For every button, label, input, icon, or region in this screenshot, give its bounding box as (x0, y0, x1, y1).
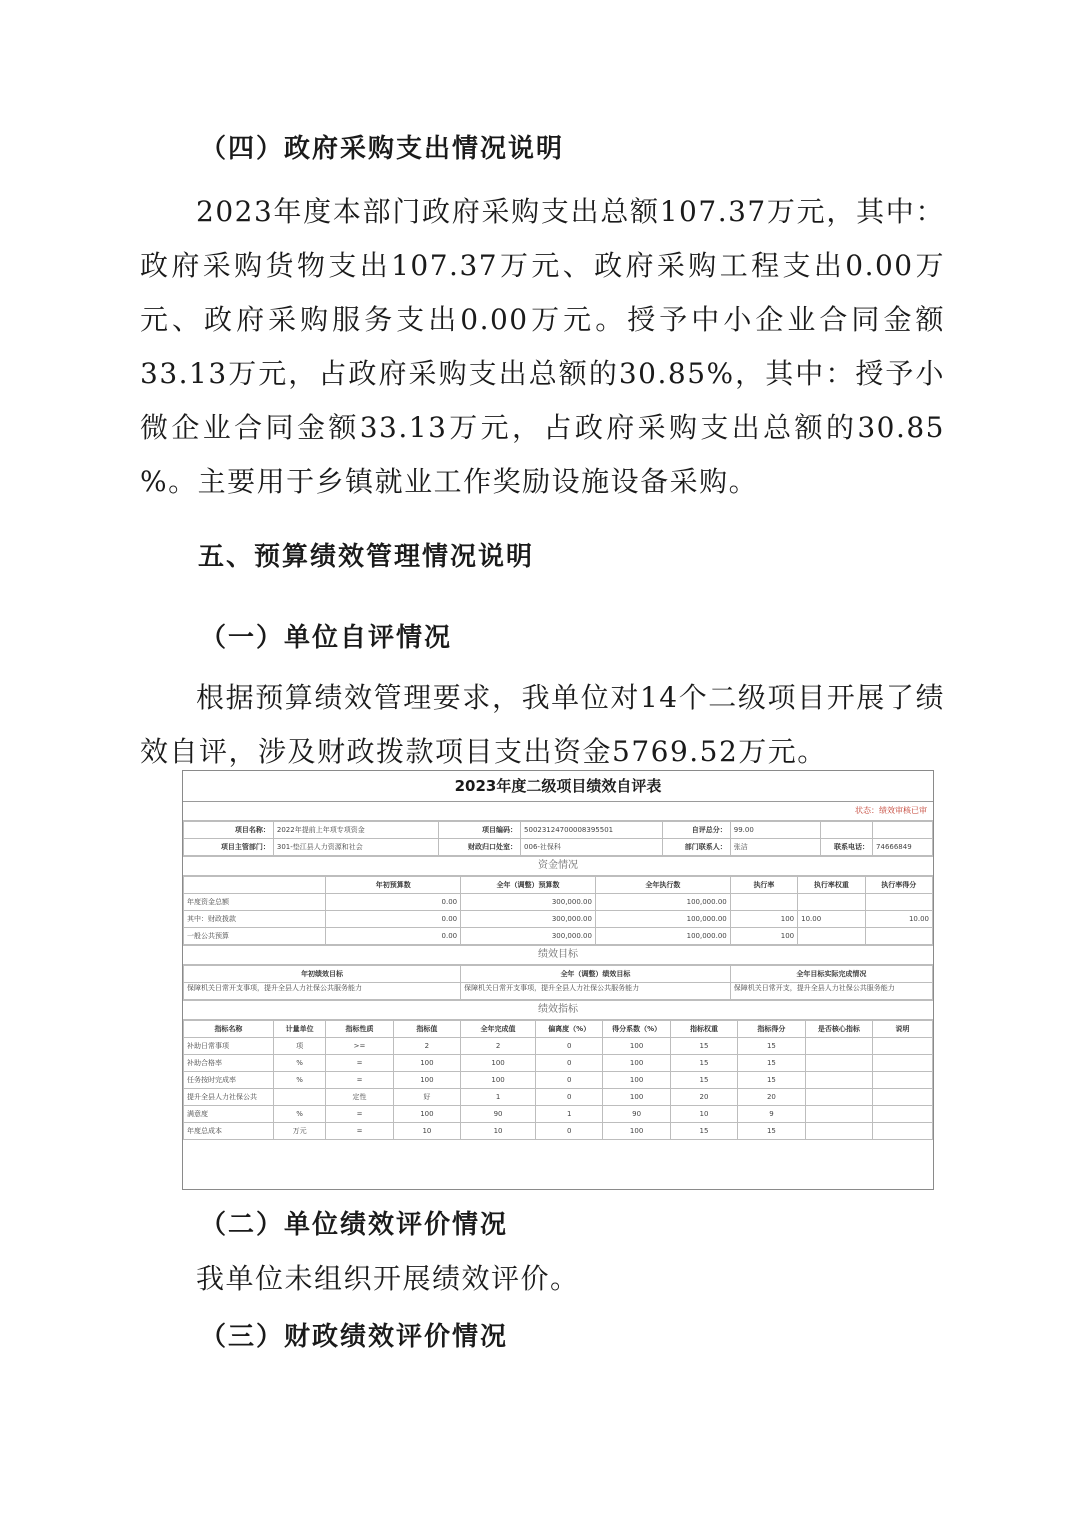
funds-cell (865, 894, 932, 911)
info-cell: 联系电话： (820, 839, 872, 856)
unit-eval-paragraph: 我单位未组织开展绩效评价。 (196, 1262, 580, 1295)
indicator-cell: % (273, 1072, 325, 1089)
info-cell: 项目名称： (184, 822, 274, 839)
indicator-cell: 2 (393, 1038, 460, 1055)
indicator-cell: >= (326, 1038, 393, 1055)
table-title: 2023年度二级项目绩效自评表 (183, 771, 933, 802)
indicator-cell: 10 (670, 1106, 737, 1123)
table-row (184, 1089, 933, 1106)
indicator-cell: 90 (461, 1106, 536, 1123)
table-row (184, 1123, 933, 1140)
indicator-cell: 15 (738, 1038, 805, 1055)
table-row (184, 1072, 933, 1089)
info-cell: 006-社保科 (521, 839, 663, 856)
self-eval-paragraph: 根据预算绩效管理要求，我单位对14个二级项目开展了绩效自评，涉及财政拨款项目支出资金5769.52万元。 (140, 681, 945, 768)
info-cell: 项目主管部门： (184, 839, 274, 856)
indicator-cell: 15 (738, 1055, 805, 1072)
funds-cell (865, 928, 932, 945)
goals-body-row (184, 983, 933, 1000)
indicators-header-cell: 指标值 (393, 1021, 460, 1038)
table-row (184, 928, 933, 945)
funds-cell: 300,000.00 (461, 928, 596, 945)
indicators-header-cell: 指标名称 (184, 1021, 274, 1038)
indicators-table (183, 1020, 933, 1140)
indicators-header-cell: 说明 (873, 1021, 933, 1038)
gov-procurement-heading: （四）政府采购支出情况说明 (200, 134, 565, 164)
indicator-cell: 补助合格率 (184, 1055, 274, 1072)
funds-cell: 100,000.00 (595, 911, 730, 928)
table-row (184, 1038, 933, 1055)
indicator-cell: 100 (603, 1038, 670, 1055)
funds-cell: 100 (730, 928, 797, 945)
indicator-cell: 100 (603, 1123, 670, 1140)
info-cell: 99.00 (730, 822, 820, 839)
funds-cell: 0.00 (326, 928, 461, 945)
indicators-header-cell: 计量单位 (273, 1021, 325, 1038)
indicator-cell: = (326, 1055, 393, 1072)
funds-section-label: 资金情况 (183, 856, 933, 876)
indicator-cell: 15 (670, 1055, 737, 1072)
funds-header-cell: 年初预算数 (326, 877, 461, 894)
indicator-cell: 0 (536, 1089, 603, 1106)
indicator-cell: 15 (670, 1038, 737, 1055)
indicator-cell: 任务按时完成率 (184, 1072, 274, 1089)
info-cell: 50023124700008395501 (521, 822, 663, 839)
indicator-cell (873, 1106, 933, 1123)
indicators-header-row (184, 1021, 933, 1038)
project-info-table (183, 821, 933, 856)
indicator-cell: 年度总成本 (184, 1123, 274, 1140)
unit-eval-heading: （二）单位绩效评价情况 (200, 1210, 509, 1240)
indicators-header-cell: 是否核心指标 (805, 1021, 872, 1038)
indicator-cell: 2 (461, 1038, 536, 1055)
indicator-cell: 10 (461, 1123, 536, 1140)
indicator-cell (873, 1038, 933, 1055)
indicator-cell: 定性 (326, 1089, 393, 1106)
info-cell: 张洁 (730, 839, 820, 856)
indicator-cell: = (326, 1106, 393, 1123)
indicator-cell: 100 (393, 1072, 460, 1089)
funds-header-cell: 全年执行数 (595, 877, 730, 894)
indicator-cell: % (273, 1106, 325, 1123)
funds-table (183, 876, 933, 945)
indicator-cell: 提升全县人力社保公共 (184, 1089, 274, 1106)
goals-header-row (184, 966, 933, 983)
table-row (184, 1055, 933, 1072)
indicator-cell (805, 1038, 872, 1055)
indicators-header-cell: 指标得分 (738, 1021, 805, 1038)
indicator-cell: 1 (461, 1089, 536, 1106)
funds-cell: 年度资金总额 (184, 894, 326, 911)
indicator-cell: 项 (273, 1038, 325, 1055)
indicator-cell (873, 1123, 933, 1140)
indicator-cell: 0 (536, 1055, 603, 1072)
indicators-header-cell: 全年完成值 (461, 1021, 536, 1038)
indicators-section-label: 绩效指标 (183, 1000, 933, 1020)
funds-cell: 10.00 (798, 911, 865, 928)
funds-cell: 300,000.00 (461, 911, 596, 928)
indicator-cell: 100 (603, 1089, 670, 1106)
indicator-cell: 100 (461, 1072, 536, 1089)
funds-header-row (184, 877, 933, 894)
goals-table (183, 965, 933, 1000)
indicators-header-cell: 得分系数（%） (603, 1021, 670, 1038)
indicator-cell (805, 1106, 872, 1123)
indicator-cell: 好 (393, 1089, 460, 1106)
funds-header-cell: 执行率 (730, 877, 797, 894)
indicator-cell: = (326, 1072, 393, 1089)
indicator-cell: 万元 (273, 1123, 325, 1140)
indicator-cell: 100 (603, 1072, 670, 1089)
info-cell (820, 822, 872, 839)
indicator-cell: 100 (393, 1055, 460, 1072)
goals-cell: 保障机关日常开支，提升全县人力社保公共服务能力 (730, 983, 932, 1000)
indicator-cell: 100 (603, 1055, 670, 1072)
indicator-cell: % (273, 1055, 325, 1072)
goals-section-label: 绩效目标 (183, 945, 933, 965)
indicator-cell (273, 1089, 325, 1106)
indicator-cell: 15 (670, 1123, 737, 1140)
indicator-cell: 15 (670, 1072, 737, 1089)
info-row (184, 822, 933, 839)
indicators-header-cell: 偏离度（%） (536, 1021, 603, 1038)
funds-cell (798, 894, 865, 911)
funds-cell (798, 928, 865, 945)
status-row (183, 802, 933, 821)
goals-header-cell: 全年目标实际完成情况 (730, 966, 932, 983)
indicator-cell: 90 (603, 1106, 670, 1123)
funds-cell (730, 894, 797, 911)
indicator-cell (805, 1123, 872, 1140)
indicator-cell: 100 (393, 1106, 460, 1123)
table-row (184, 894, 933, 911)
funds-cell: 其中：财政拨款 (184, 911, 326, 928)
indicator-cell: 20 (670, 1089, 737, 1106)
goals-cell: 保障机关日常开支事项，提升全县人力社保公共服务能力 (184, 983, 461, 1000)
performance-self-eval-table-image (182, 770, 934, 1190)
info-cell (873, 822, 933, 839)
info-cell: 74666849 (873, 839, 933, 856)
funds-cell: 100,000.00 (595, 928, 730, 945)
info-cell: 项目编码： (438, 822, 520, 839)
info-cell: 自评总分： (663, 822, 730, 839)
indicator-cell: 15 (738, 1123, 805, 1140)
funds-header-cell: 全年（调整）预算数 (461, 877, 596, 894)
indicator-cell: 0 (536, 1072, 603, 1089)
funds-header-cell (184, 877, 326, 894)
info-cell: 301-垫江县人力资源和社会 (273, 839, 438, 856)
indicator-cell: 满意度 (184, 1106, 274, 1123)
indicator-cell (873, 1072, 933, 1089)
indicator-cell (805, 1055, 872, 1072)
funds-cell: 0.00 (326, 911, 461, 928)
funds-cell: 300,000.00 (461, 894, 596, 911)
funds-header-cell: 执行率权重 (798, 877, 865, 894)
indicator-cell (805, 1089, 872, 1106)
indicator-cell: 1 (536, 1106, 603, 1123)
info-cell: 财政归口处室： (438, 839, 520, 856)
indicator-cell: 100 (461, 1055, 536, 1072)
funds-cell: 0.00 (326, 894, 461, 911)
goals-header-cell: 年初绩效目标 (184, 966, 461, 983)
indicators-header-cell: 指标性质 (326, 1021, 393, 1038)
indicators-header-cell: 指标权重 (670, 1021, 737, 1038)
indicator-cell: 0 (536, 1123, 603, 1140)
indicator-cell (873, 1055, 933, 1072)
gov-procurement-paragraph: 2023年度本部门政府采购支出总额107.37万元，其中：政府采购货物支出107.37万元、政府采购工程支出0.00万元、政府采购服务支出0.00万元。授予中小企业合同金额33.13万元，占政府采购支出总额的30.85%，其中：授予小微企业合同金额33.13万元，占政府采购支出总额的30.85 %。主要用于乡镇就业工作奖励设施设备采购。 (140, 195, 945, 498)
funds-cell: 一般公共预算 (184, 928, 326, 945)
funds-cell: 100,000.00 (595, 894, 730, 911)
info-row (184, 839, 933, 856)
indicator-cell: = (326, 1123, 393, 1140)
status-text: 状态：绩效审核已审 (855, 806, 927, 815)
indicator-cell: 15 (738, 1072, 805, 1089)
indicator-cell: 补助日常事项 (184, 1038, 274, 1055)
funds-header-cell: 执行率得分 (865, 877, 932, 894)
budget-performance-heading: 五、预算绩效管理情况说明 (198, 542, 535, 572)
goals-header-cell: 全年（调整）绩效目标 (461, 966, 731, 983)
info-cell: 2022年提前上年项专项资金 (273, 822, 438, 839)
self-eval-heading: （一）单位自评情况 (200, 623, 453, 653)
table-row (184, 911, 933, 928)
funds-cell: 100 (730, 911, 797, 928)
table-row (184, 1106, 933, 1123)
indicator-cell (805, 1072, 872, 1089)
indicator-cell: 0 (536, 1038, 603, 1055)
indicator-cell: 9 (738, 1106, 805, 1123)
funds-cell: 10.00 (865, 911, 932, 928)
indicator-cell (873, 1089, 933, 1106)
goals-cell: 保障机关日常开支事项，提升全县人力社保公共服务能力 (461, 983, 731, 1000)
indicator-cell: 20 (738, 1089, 805, 1106)
indicator-cell: 10 (393, 1123, 460, 1140)
info-cell: 部门联系人： (663, 839, 730, 856)
fiscal-eval-heading: （三）财政绩效评价情况 (200, 1322, 509, 1352)
